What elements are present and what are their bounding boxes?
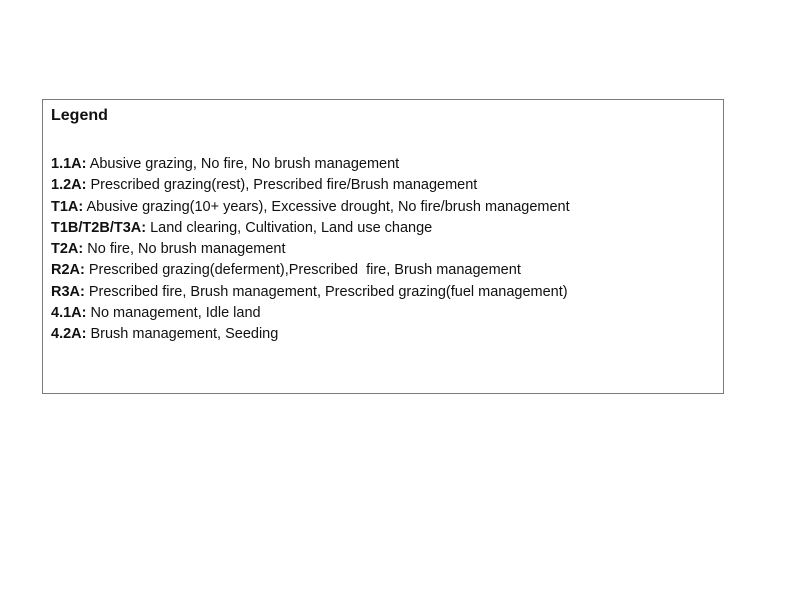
legend-description: Land clearing, Cultivation, Land use change [146, 219, 433, 236]
legend-description: Prescribed grazing(deferment),Prescribed fire, Brush management [84, 262, 521, 279]
legend-code: R3A: [51, 283, 85, 300]
legend-code: T1A: [51, 198, 84, 215]
legend-description: Prescribed grazing(rest), Prescribed fire/Brush management [86, 177, 478, 194]
legend-description: Prescribed fire, Brush management, Prescribed grazing(fuel management) [84, 283, 568, 300]
legend-item-r3a [51, 282, 570, 303]
legend-item-1-1a [51, 154, 570, 175]
legend-item-1-2a [51, 175, 570, 196]
legend-item-t2a [51, 239, 570, 260]
legend-description: No fire, No brush management [83, 241, 286, 258]
legend-code: R2A: [51, 262, 85, 279]
legend-item-t1b-t2b-t3a [51, 218, 570, 239]
legend-code: T1B/T2B/T3A: [51, 219, 147, 236]
legend-description: Abusive grazing(10+ years), Excessive drought, No fire/brush management [83, 198, 570, 215]
legend-list [51, 154, 570, 346]
legend-code: 1.1A: [51, 156, 87, 172]
legend-code: 4.1A: [51, 305, 87, 322]
legend-item-t1a [51, 197, 570, 218]
legend-item-r2a [51, 260, 570, 281]
legend-description: Brush management, Seeding [86, 326, 279, 343]
legend-item-4-2a [51, 324, 570, 345]
legend-item-4-1a [51, 303, 570, 324]
legend-code: 1.2A: [51, 177, 87, 194]
legend-code: 4.2A: [51, 326, 87, 343]
legend-code: T2A: [51, 241, 84, 258]
legend-box [42, 99, 724, 394]
legend-description: No management, Idle land [86, 305, 261, 322]
legend-title: Legend [51, 107, 108, 124]
legend-description: Abusive grazing, No fire, No brush management [86, 156, 400, 172]
